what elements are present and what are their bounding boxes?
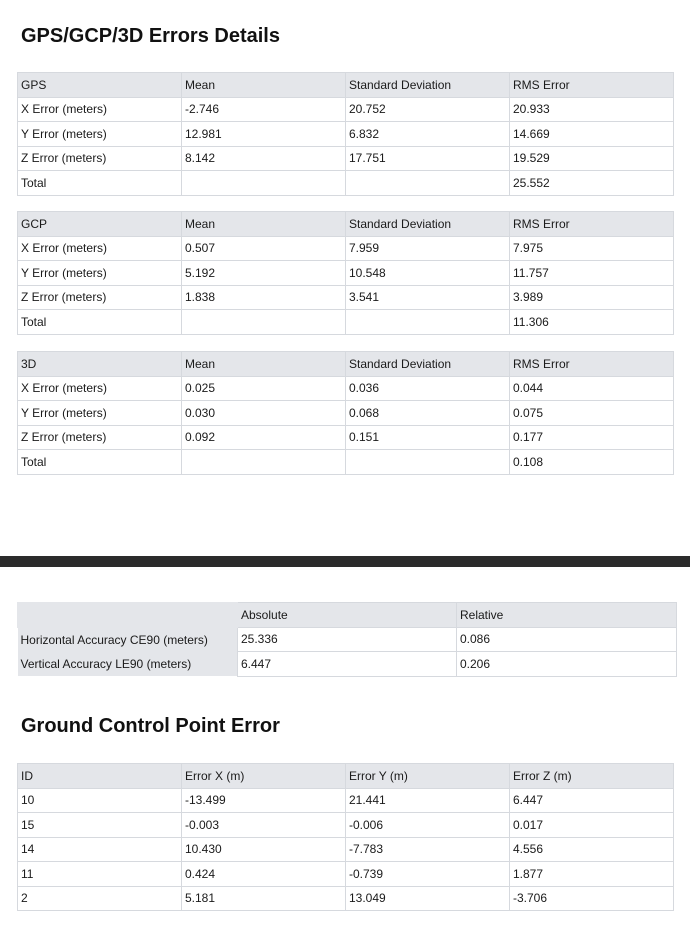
- column-header: Standard Deviation: [346, 73, 510, 98]
- table-cell: -0.739: [346, 862, 510, 887]
- column-header: Error Y (m): [346, 764, 510, 789]
- header-row: [18, 73, 674, 98]
- table-cell: 11.306: [510, 310, 674, 335]
- table-cell: 25.552: [510, 171, 674, 196]
- column-header: Error X (m): [182, 764, 346, 789]
- table-cell: 0.017: [510, 813, 674, 838]
- table-cell: 14.669: [510, 122, 674, 147]
- table-cell: 7.959: [346, 236, 510, 261]
- table-cell: 0.086: [457, 627, 677, 652]
- row-label: X Error (meters): [18, 236, 182, 261]
- corner-header: [18, 603, 238, 628]
- column-header: ID: [18, 764, 182, 789]
- table-row: [18, 261, 674, 286]
- table-cell: 0.025: [182, 376, 346, 401]
- table-cell: 20.752: [346, 97, 510, 122]
- table-cell: 20.933: [510, 97, 674, 122]
- table-cell: -0.006: [346, 813, 510, 838]
- table-cell: 4.556: [510, 837, 674, 862]
- row-label: Z Error (meters): [18, 425, 182, 450]
- table-cell: 11.757: [510, 261, 674, 286]
- table-cell: 0.206: [457, 652, 677, 677]
- table-cell: 0.044: [510, 376, 674, 401]
- column-header: RMS Error: [510, 73, 674, 98]
- column-header: Relative: [457, 603, 677, 628]
- row-label: X Error (meters): [18, 97, 182, 122]
- table-cell: [346, 171, 510, 196]
- row-label: Z Error (meters): [18, 285, 182, 310]
- column-header: Mean: [182, 212, 346, 237]
- table-cell: 1.838: [182, 285, 346, 310]
- row-label: Y Error (meters): [18, 122, 182, 147]
- table-cell: [346, 310, 510, 335]
- table-cell: -7.783: [346, 837, 510, 862]
- table-row: [18, 310, 674, 335]
- table-row: [18, 401, 674, 426]
- table-row: [18, 652, 677, 677]
- row-label: Total: [18, 171, 182, 196]
- column-header: RMS Error: [510, 212, 674, 237]
- table-row: [18, 886, 674, 911]
- table-row: [18, 450, 674, 475]
- table-cell: 5.181: [182, 886, 346, 911]
- section-title-gps-gcp-3d: GPS/GCP/3D Errors Details: [21, 25, 280, 47]
- table-cell: 0.036: [346, 376, 510, 401]
- table-cell: 21.441: [346, 788, 510, 813]
- table-cell: 10.548: [346, 261, 510, 286]
- row-label: 2: [18, 886, 182, 911]
- table-row: [18, 376, 674, 401]
- row-label: Horizontal Accuracy CE90 (meters): [18, 627, 238, 652]
- row-label: Y Error (meters): [18, 401, 182, 426]
- report-page-2: [0, 567, 690, 936]
- table-row: [18, 122, 674, 147]
- table-cell: [182, 450, 346, 475]
- table-cell: 3.989: [510, 285, 674, 310]
- table-cell: 0.075: [510, 401, 674, 426]
- table-row: [18, 862, 674, 887]
- header-row: [18, 603, 677, 628]
- row-label: X Error (meters): [18, 376, 182, 401]
- table-cell: 17.751: [346, 146, 510, 171]
- section-title-gcp-error: Ground Control Point Error: [21, 715, 280, 737]
- column-header: Standard Deviation: [346, 212, 510, 237]
- row-label: Z Error (meters): [18, 146, 182, 171]
- table-cell: 0.108: [510, 450, 674, 475]
- row-label: 11: [18, 862, 182, 887]
- column-header: GPS: [18, 73, 182, 98]
- table-row: [18, 813, 674, 838]
- column-header: Absolute: [238, 603, 457, 628]
- header-row: [18, 352, 674, 377]
- table-cell: 7.975: [510, 236, 674, 261]
- table-cell: 0.507: [182, 236, 346, 261]
- table-cell: 0.030: [182, 401, 346, 426]
- table-cell: 3.541: [346, 285, 510, 310]
- table-cell: 25.336: [238, 627, 457, 652]
- row-label: Total: [18, 310, 182, 335]
- header-row: [18, 212, 674, 237]
- table-cell: 10.430: [182, 837, 346, 862]
- column-header: Error Z (m): [510, 764, 674, 789]
- row-label: 15: [18, 813, 182, 838]
- column-header: Standard Deviation: [346, 352, 510, 377]
- table-row: [18, 627, 677, 652]
- column-header: RMS Error: [510, 352, 674, 377]
- table-cell: -13.499: [182, 788, 346, 813]
- table-cell: -2.746: [182, 97, 346, 122]
- column-header: Mean: [182, 73, 346, 98]
- table-row: [18, 236, 674, 261]
- table-cell: [182, 310, 346, 335]
- table-cell: 6.832: [346, 122, 510, 147]
- table-cell: 1.877: [510, 862, 674, 887]
- table-cell: 0.151: [346, 425, 510, 450]
- gcp-error-table: [17, 763, 674, 911]
- table-cell: 6.447: [238, 652, 457, 677]
- table-row: [18, 171, 674, 196]
- row-label: Total: [18, 450, 182, 475]
- column-header: 3D: [18, 352, 182, 377]
- table-cell: 0.177: [510, 425, 674, 450]
- row-label: 10: [18, 788, 182, 813]
- gps-error-table: [17, 72, 674, 196]
- table-cell: 0.092: [182, 425, 346, 450]
- accuracy-table: [17, 602, 677, 677]
- table-cell: 0.068: [346, 401, 510, 426]
- table-cell: 12.981: [182, 122, 346, 147]
- table-cell: 0.424: [182, 862, 346, 887]
- table-row: [18, 425, 674, 450]
- table-row: [18, 285, 674, 310]
- table-cell: -3.706: [510, 886, 674, 911]
- table-cell: 8.142: [182, 146, 346, 171]
- table-cell: -0.003: [182, 813, 346, 838]
- 3d-error-table: [17, 351, 674, 475]
- table-cell: [182, 171, 346, 196]
- page-separator: [0, 556, 690, 567]
- table-cell: 6.447: [510, 788, 674, 813]
- column-header: GCP: [18, 212, 182, 237]
- column-header: Mean: [182, 352, 346, 377]
- table-cell: 19.529: [510, 146, 674, 171]
- table-row: [18, 788, 674, 813]
- row-label: 14: [18, 837, 182, 862]
- table-cell: 13.049: [346, 886, 510, 911]
- table-cell: 5.192: [182, 261, 346, 286]
- table-row: [18, 146, 674, 171]
- header-row: [18, 764, 674, 789]
- table-cell: [346, 450, 510, 475]
- table-row: [18, 97, 674, 122]
- row-label: Y Error (meters): [18, 261, 182, 286]
- row-label: Vertical Accuracy LE90 (meters): [18, 652, 238, 677]
- gcp-summary-table: [17, 211, 674, 335]
- table-row: [18, 837, 674, 862]
